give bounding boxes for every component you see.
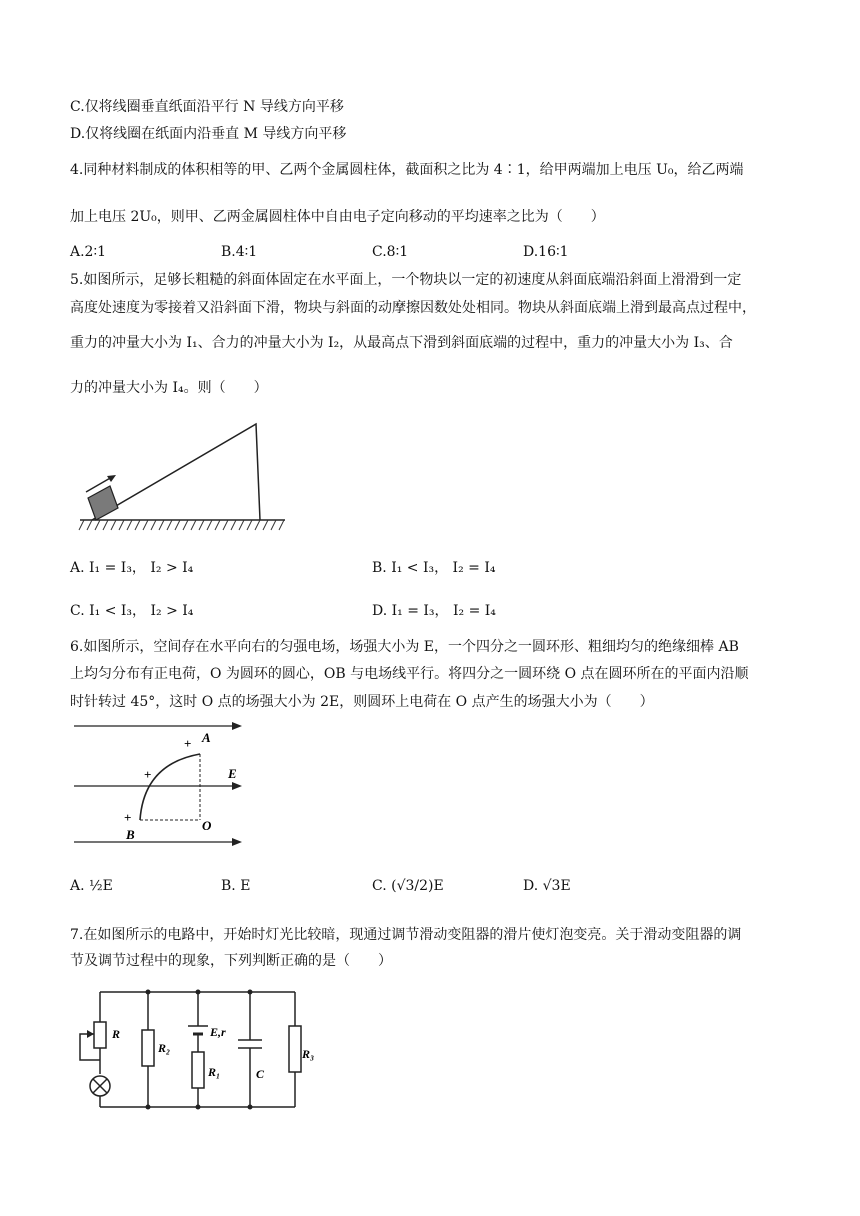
q7-line-1: 7.在如图所示的电路中，开始时灯光比较暗，现通过调节滑动变阻器的滑片使灯泡变亮。关于滑动变阻器的调 bbox=[70, 927, 742, 943]
label-r3: R₃ bbox=[302, 1047, 315, 1061]
quarter-ring bbox=[140, 754, 200, 820]
q7-line-2: 节及调节过程中的现象，下列判断正确的是（ ） bbox=[70, 953, 392, 969]
q4-option-d: D.16∶1 bbox=[523, 244, 569, 260]
plus-sign: + bbox=[184, 736, 192, 751]
plus-sign: + bbox=[144, 767, 152, 782]
circuit-figure bbox=[70, 982, 315, 1112]
label-r: R bbox=[112, 1027, 121, 1041]
label-a: A bbox=[202, 730, 211, 745]
q6-option-d: D. √3E bbox=[523, 878, 571, 894]
q3-option-d: D.仅将线圈在纸面内沿垂直 M 导线方向平移 bbox=[70, 126, 347, 142]
label-er: E,r bbox=[210, 1025, 226, 1039]
q4-line-2: 加上电压 2U₀，则甲、乙两金属圆柱体中自由电子定向移动的平均速率之比为（ ） bbox=[70, 209, 605, 225]
label-e: E bbox=[228, 766, 237, 781]
q5-line-4: 力的冲量大小为 I₄。则（ ） bbox=[70, 380, 268, 396]
q5-line-2: 高度处速度为零接着又沿斜面下滑，物块与斜面的动摩擦因数处处相同。物块从斜面底端上滑到最高点过程中， bbox=[70, 300, 756, 316]
q4-option-b: B.4∶1 bbox=[221, 244, 258, 260]
q6-line-3: 时针转过 45°，这时 O 点的场强大小为 2E，则圆环上电荷在 O 点产生的场强大小为（ ） bbox=[70, 694, 654, 710]
incline-figure bbox=[70, 420, 290, 532]
plus-sign: + bbox=[124, 810, 132, 825]
field-ring-figure bbox=[70, 718, 250, 854]
label-c: C bbox=[256, 1067, 265, 1081]
q6-line-2: 上均匀分布有正电荷，O 为圆环的圆心，OB 与电场线平行。将四分之一圆环绕 O 点在圆环所在的平面内沿顺 bbox=[70, 666, 749, 682]
q5-line-1: 5.如图所示，足够长粗糙的斜面体固定在水平面上，一个物块以一定的初速度从斜面底端沿斜面上滑滑到一定 bbox=[70, 272, 742, 288]
q6-option-b: B. E bbox=[221, 878, 251, 894]
q4-option-c: C.8∶1 bbox=[372, 244, 409, 260]
label-b: B bbox=[126, 827, 135, 842]
q5-option-a: A. I₁ = I₃， I₂ > I₄ bbox=[70, 560, 194, 576]
q5-line-3: 重力的冲量大小为 I₁、合力的冲量大小为 I₂，从最高点下滑到斜面底端的过程中，重力的冲量大小为 I₃、合 bbox=[70, 335, 733, 351]
q5-option-c: C. I₁ < I₃， I₂ > I₄ bbox=[70, 603, 194, 619]
q3-option-c: C.仅将线圈垂直纸面沿平行 N 导线方向平移 bbox=[70, 99, 344, 115]
label-r2: R₂ bbox=[158, 1041, 171, 1055]
q6-option-a: A. ½E bbox=[70, 878, 113, 894]
q6-option-c: C. (√3/2)E bbox=[372, 878, 444, 894]
block bbox=[88, 486, 118, 520]
q6-line-1: 6.如图所示，空间存在水平向右的匀强电场，场强大小为 E，一个四分之一圆环形、粗细均匀的绝缘细棒 AB bbox=[70, 639, 739, 655]
q4-option-a: A.2∶1 bbox=[70, 244, 107, 260]
q4-line-1: 4.同种材料制成的体积相等的甲、乙两个金属圆柱体，截面积之比为 4∶1，给甲两端加上电压 U₀，给乙两端 bbox=[70, 162, 744, 178]
q5-option-d: D. I₁ = I₃， I₂ = I₄ bbox=[372, 603, 496, 619]
q5-option-b: B. I₁ < I₃， I₂ = I₄ bbox=[372, 560, 496, 576]
label-o: O bbox=[202, 818, 212, 833]
label-r1: R₁ bbox=[208, 1065, 221, 1079]
